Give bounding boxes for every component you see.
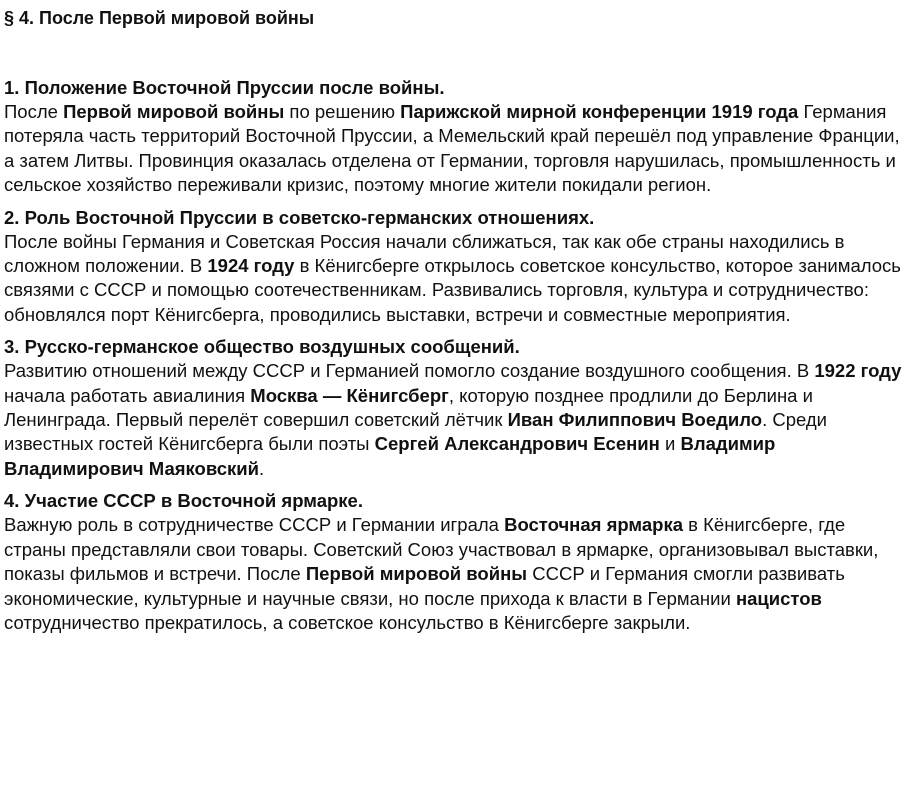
bold-term: 1924 году: [207, 255, 295, 277]
text-run: и: [659, 433, 681, 455]
section-3: [4, 335, 910, 481]
text-run: .: [259, 457, 265, 479]
text-run: СССР и Германия смогли развивать экономические, культурные и научные связи, но после прихода к власти в Германии: [4, 563, 845, 609]
text-run: начала работать авиалиния: [4, 384, 251, 406]
bold-term: Первой мировой войны: [63, 101, 285, 122]
bold-term: Парижской мирной конференции 1919 года: [400, 101, 799, 122]
text-run: в Кёнигсберге, где страны представляли свои товары. Советский Союз участвовал в ярмарке, организовывал выставки, показы фильмов и встречи. После: [4, 514, 879, 585]
bold-term: Владимир Владимирович Маяковский: [4, 433, 776, 479]
text-run: Германия потеряла часть территорий Восточной Пруссии, а Мемельский край перешёл под управление Франции, а затем Литвы. Провинция оказалась отделена от Германии, торговля нарушилась, промышленность и сельское хозяйство переживали кризис, поэтому многие жители покидали регион.: [4, 101, 900, 196]
bold-term: Иван Филиппович Воедило: [507, 409, 763, 431]
page-title: § 4. После Первой мировой войны: [4, 8, 315, 28]
bold-term: Москва — Кёнигсберг: [250, 384, 449, 406]
text-run: по решению: [284, 101, 401, 122]
section-1: [4, 76, 910, 198]
text-run: сотрудничество прекратилось, а советское консульство в Кёнигсберге закрыли.: [4, 611, 691, 633]
bold-term: Сергей Александрович Есенин: [374, 433, 660, 455]
text-run: После войны Германия и Советская Россия начали сближаться, так как обе страны находились в сложном положении. В: [4, 230, 845, 277]
section-4: [4, 489, 910, 635]
text-run: Важную роль в сотрудничестве СССР и Германии играла: [4, 514, 505, 536]
section-paragraph: [4, 230, 910, 328]
document-page: [4, 6, 910, 643]
text-run: , которую позднее продлили до Берлина и Ленинграда. Первый перелёт совершил советский лётчик: [4, 384, 813, 431]
section-paragraph: [4, 513, 910, 635]
bold-term: 1922 году: [814, 360, 902, 382]
section-heading: 4. Участие СССР в Восточной ярмарке.: [4, 490, 363, 512]
section-heading: 3. Русско-германское общество воздушных сообщений.: [4, 336, 520, 358]
section-paragraph: [4, 100, 910, 198]
text-run: в Кёнигсберге открылось советское консульство, которое занималось связями с СССР и помощью соотечественникам. Развивались торговля, культура и сотрудничество: обновлялся порт Кёнигсберга, проводились выставки, встречи и совместные мероприятия.: [4, 255, 901, 325]
section-paragraph: [4, 359, 910, 481]
text-run: . Среди известных гостей Кёнигсберга были поэты: [4, 409, 828, 455]
bold-term: нацистов: [735, 587, 822, 609]
section-heading: 1. Положение Восточной Пруссии после войны.: [4, 77, 445, 98]
sections-container: [4, 76, 910, 635]
section-2: [4, 206, 910, 328]
text-run: Развитию отношений между СССР и Германией помогло создание воздушного сообщения. В: [4, 360, 815, 382]
bold-term: Первой мировой войны: [305, 563, 528, 585]
section-heading: 2. Роль Восточной Пруссии в советско-германских отношениях.: [4, 206, 595, 228]
text-run: После: [4, 101, 64, 122]
bold-term: Восточная ярмарка: [504, 514, 684, 536]
